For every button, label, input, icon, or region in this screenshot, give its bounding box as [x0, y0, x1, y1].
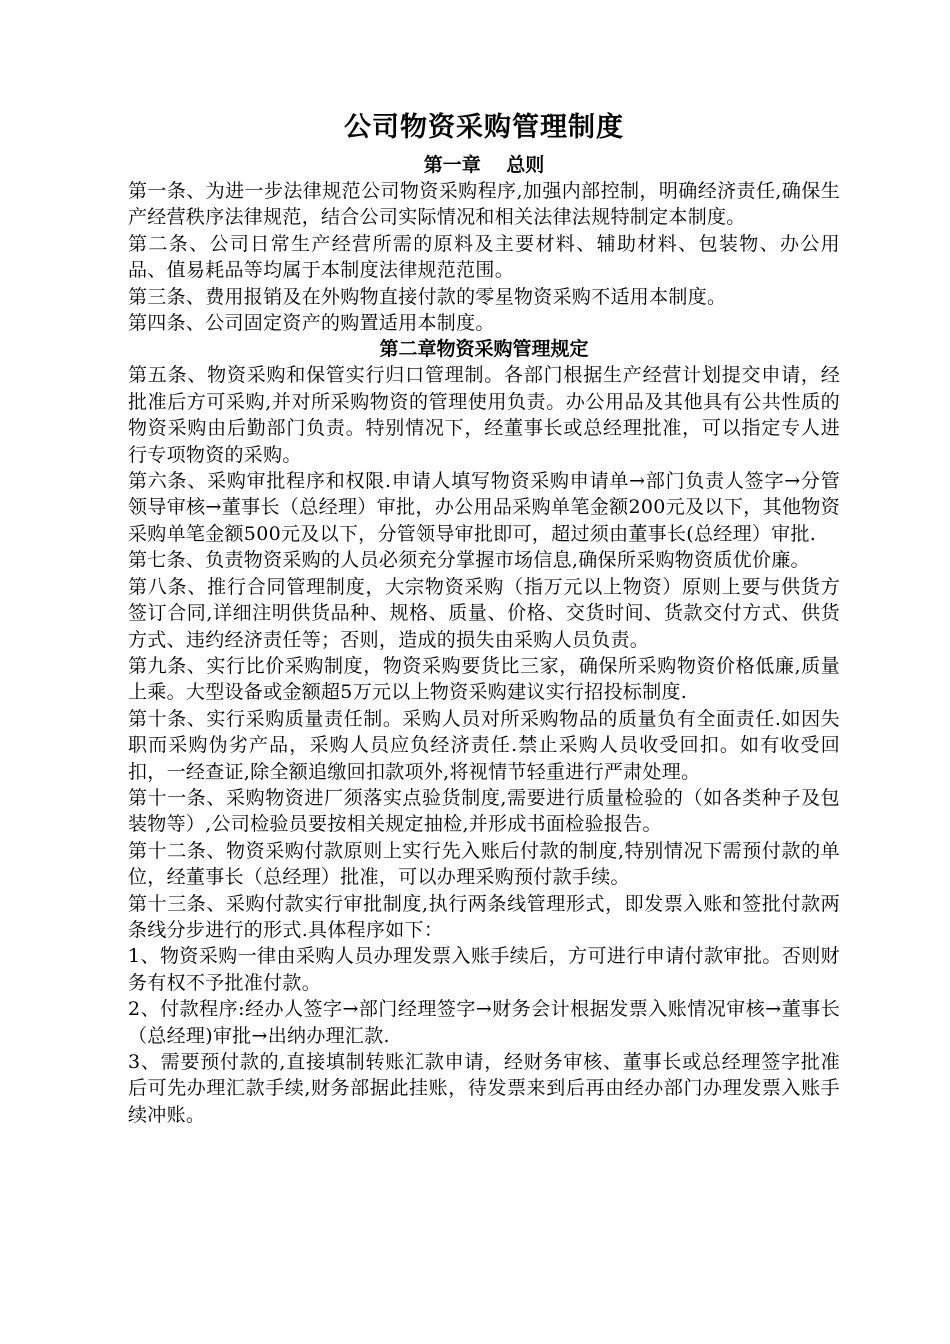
- article-12: 第十二条、物资采购付款原则上实行先入账后付款的制度,特别情况下需预付款的单位，经董事长（总经理）批准，可以办理采购预付款手续。: [128, 839, 840, 889]
- article-3: 第三条、费用报销及在外购物直接付款的零星物资采购不适用本制度。: [128, 285, 727, 308]
- article-11: 第十一条、采购物资进厂须落实点验货制度,需要进行质量检验的（如各类种子及包装物等）,公司检验员要按相关规定抽检,并形成书面检验报告。: [128, 786, 840, 836]
- chapter-2-heading: 第二章物资采购管理规定: [379, 338, 589, 361]
- article-5: 第五条、物资采购和保管实行归口管理制。各部门根据生产经营计划提交申请，经批准后方可采购,并对所采购物资的管理使用负责。办公用品及其他具有公共性质的物资采购由后勤部门负责。特别情况下，经董事长或总经理批准，可以指定专人进行专项物资的采购。: [128, 364, 840, 466]
- article-4: 第四条、公司固定资产的购置适用本制度。: [128, 312, 495, 335]
- article-9: 第九条、实行比价采购制度，物资采购要货比三家，确保所采购物资价格低廉,质量上乘。大型设备或金额超5万元以上物资采购建议实行招投标制度.: [128, 654, 840, 704]
- article-6: 第六条、采购审批程序和权限.申请人填写物资采购申请单→部门负责人签字→分管领导审核→董事长（总经理）审批，办公用品采购单笔金额200元及以下，其他物资采购单笔金额500元及以下，分管领导审批即可，超过须由董事长(总经理）审批.: [128, 470, 840, 545]
- article-10: 第十条、实行采购质量责任制。采购人员对所采购物品的质量负有全面责任.如因失职而采购伪劣产品，采购人员应负经济责任.禁止采购人员收受回扣。如有收受回扣，一经查证,除全额追缴回扣款项外,将视情节轻重进行严肃处理。: [128, 707, 840, 783]
- article-1: 第一条、为进一步法律规范公司物资采购程序,加强内部控制，明确经济责任,确保生产经营秩序法律规范，结合公司实际情况和相关法律法规特制定本制度。: [128, 180, 840, 229]
- document-title: 公司物资采购管理制度: [344, 112, 624, 143]
- procedure-item-2: 2、付款程序:经办人签字→部门经理签字→财务会计根据发票入账情况审核→董事长（总经理)审批→出纳办理汇款.: [128, 998, 840, 1047]
- article-8: 第八条、推行合同管理制度，大宗物资采购（指万元以上物资）原则上要与供货方签订合同,详细注明供货品种、规格、质量、价格、交货时间、货款交付方式、供货方式、违约经济责任等；否则，造成的损失由采购人员负责。: [128, 575, 840, 651]
- article-2: 第二条、公司日常生产经营所需的原料及主要材料、辅助材料、包装物、办公用品、值易耗品等均属于本制度法律规范范围。: [128, 232, 840, 282]
- chapter-1-heading: 第一章 总则: [423, 154, 545, 176]
- document-page: [128, 108, 840, 1128]
- procedure-item-1: 1、物资采购一律由采购人员办理发票入账手续后，方可进行申请付款审批。否则财务有权不予批准付款。: [128, 945, 840, 994]
- article-13: 第十三条、采购付款实行审批制度,执行两条线管理形式，即发票入账和签批付款两条线分步进行的形式.具体程序如下：: [128, 892, 840, 941]
- procedure-item-3: 3、需要预付款的,直接填制转账汇款申请，经财务审核、董事长或总经理签字批准后可先办理汇款手续,财务部据此挂账，待发票来到后再由经办部门办理发票入账手续冲账。: [128, 1051, 840, 1126]
- article-7: 第七条、负责物资采购的人员必须充分掌握市场信息,确保所采购物资质优价廉。: [128, 549, 810, 572]
